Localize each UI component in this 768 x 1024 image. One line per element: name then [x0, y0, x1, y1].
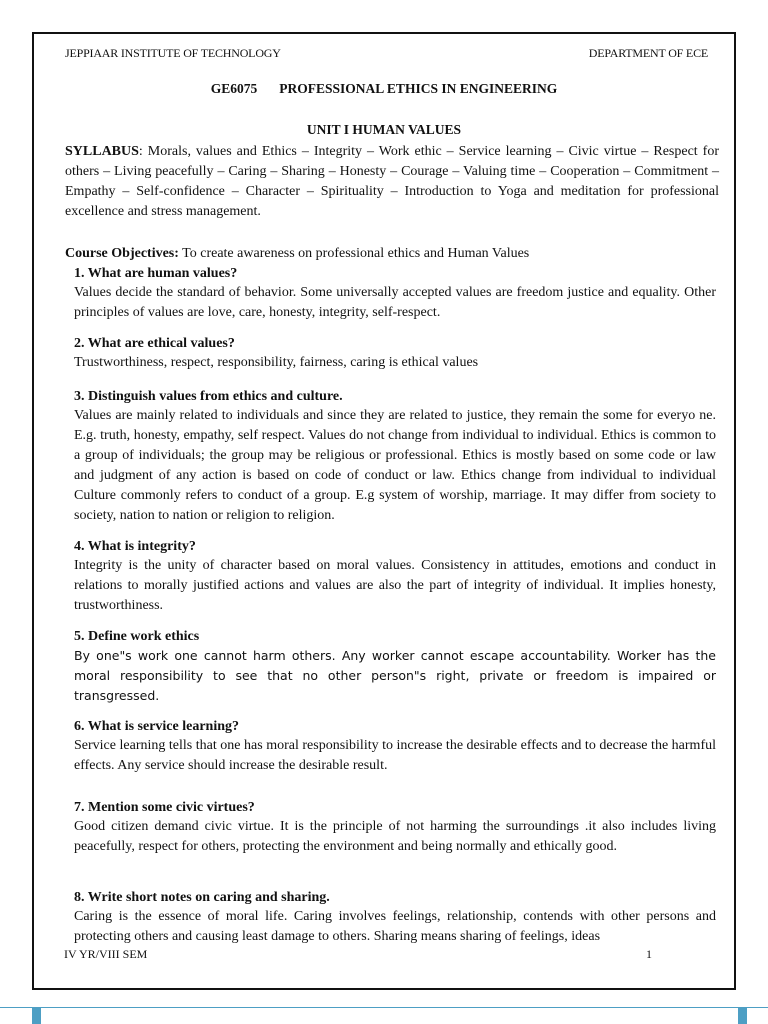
question-heading: 6. What is service learning? — [74, 719, 240, 734]
department-name: DEPARTMENT OF ECE — [588, 46, 708, 60]
question-answer: Values decide the standard of behavior. Some universally accepted values are freedom justice and equality. Other principles of values are love, care, honesty, integrity, self-respect. — [74, 285, 716, 320]
question-answer: Service learning tells that one has moral responsibility to increase the desirable effects and to decrease the harmful effects. Any service should increase the desirable result. — [74, 738, 716, 773]
syllabus-label: SYLLABUS — [65, 144, 139, 159]
question-2 — [74, 335, 716, 373]
course-objectives — [65, 246, 719, 262]
question-heading: 5. Define work ethics — [74, 629, 200, 644]
course-title — [32, 81, 736, 97]
question-answer: Caring is the essence of moral life. Caring involves feelings, relationship, contends with other persons and protecting others and causing least damage to others. Sharing means sharing of feelings, ideas — [74, 909, 716, 944]
question-heading: 7. Mention some civic virtues? — [74, 800, 255, 815]
objectives-text: To create awareness on professional ethics and Human Values — [178, 246, 530, 261]
course-code: GE6075 — [210, 81, 258, 96]
question-8 — [74, 889, 716, 947]
question-answer: Trustworthiness, respect, responsibility, fairness, caring is ethical values — [74, 355, 479, 370]
footer-semester: IV YR/VIII SEM — [64, 947, 148, 961]
question-3 — [74, 388, 716, 526]
question-6 — [74, 718, 716, 776]
question-answer: By one"s work one cannot harm others. Any worker cannot escape accountability. Worker has the moral responsibility to see that no other person"s right, private or freedom is impaired or transgressed. — [74, 648, 716, 703]
page-number: 1 — [646, 947, 652, 961]
unit-heading: UNIT I HUMAN VALUES — [306, 122, 462, 137]
bottom-rule-marker-left — [32, 1008, 41, 1024]
question-answer: Good citizen demand civic virtue. It is the principle of not harming the surroundings .it also includes living peacefully, respect for others, protecting the environment and being normally and ethically good. — [74, 819, 716, 854]
bottom-rule — [0, 1007, 768, 1008]
question-heading: 3. Distinguish values from ethics and culture. — [74, 389, 343, 404]
question-answer: Integrity is the unity of character based on moral values. Consistency in attitudes, emotions and conduct in relations to morally justified actions and values are also the part of integrity of individual. It implies honesty, trustworthiness. — [74, 558, 716, 613]
question-5 — [74, 628, 716, 706]
question-heading: 8. Write short notes on caring and sharing. — [74, 890, 330, 905]
syllabus-paragraph — [65, 142, 719, 222]
question-4 — [74, 538, 716, 616]
syllabus-text: : Morals, values and Ethics – Integrity – Work ethic – Service learning – Civic virtue – Respect for others – Living peacefully – Caring – Sharing – Honesty – Courage – Valuing time – Cooperation – Commitment – Empathy – Self-confidence – Character – Spirituality – Introduction to Yoga and meditation for professional excellence and stress management. — [65, 144, 719, 219]
question-answer: Values are mainly related to individuals and since they are related to justice, they remain the some for everyo ne. E.g. truth, honesty, empathy, self respect. Values do not change from individual to individual. Ethics is common to a group of individuals; the group may be religious or professional. Ethics is mostly based on some code or law and judgment of any action is based on code of conduct or law. Ethics change from individual to individual Culture commonly refers to conduct of a group. E.g system of worship, marriage. It may differ from society to society, nation to nation or religion to religion. — [74, 408, 716, 523]
question-1 — [74, 265, 716, 323]
course-name: PROFESSIONAL ETHICS IN ENGINEERING — [279, 81, 558, 96]
question-heading: 4. What is integrity? — [74, 539, 196, 554]
institute-name: JEPPIAAR INSTITUTE OF TECHNOLOGY — [65, 46, 281, 60]
objectives-label: Course Objectives: — [65, 246, 179, 261]
question-heading: 1. What are human values? — [74, 266, 238, 281]
bottom-rule-marker-right — [738, 1008, 747, 1024]
question-heading: 2. What are ethical values? — [74, 336, 235, 351]
question-7 — [74, 799, 716, 857]
